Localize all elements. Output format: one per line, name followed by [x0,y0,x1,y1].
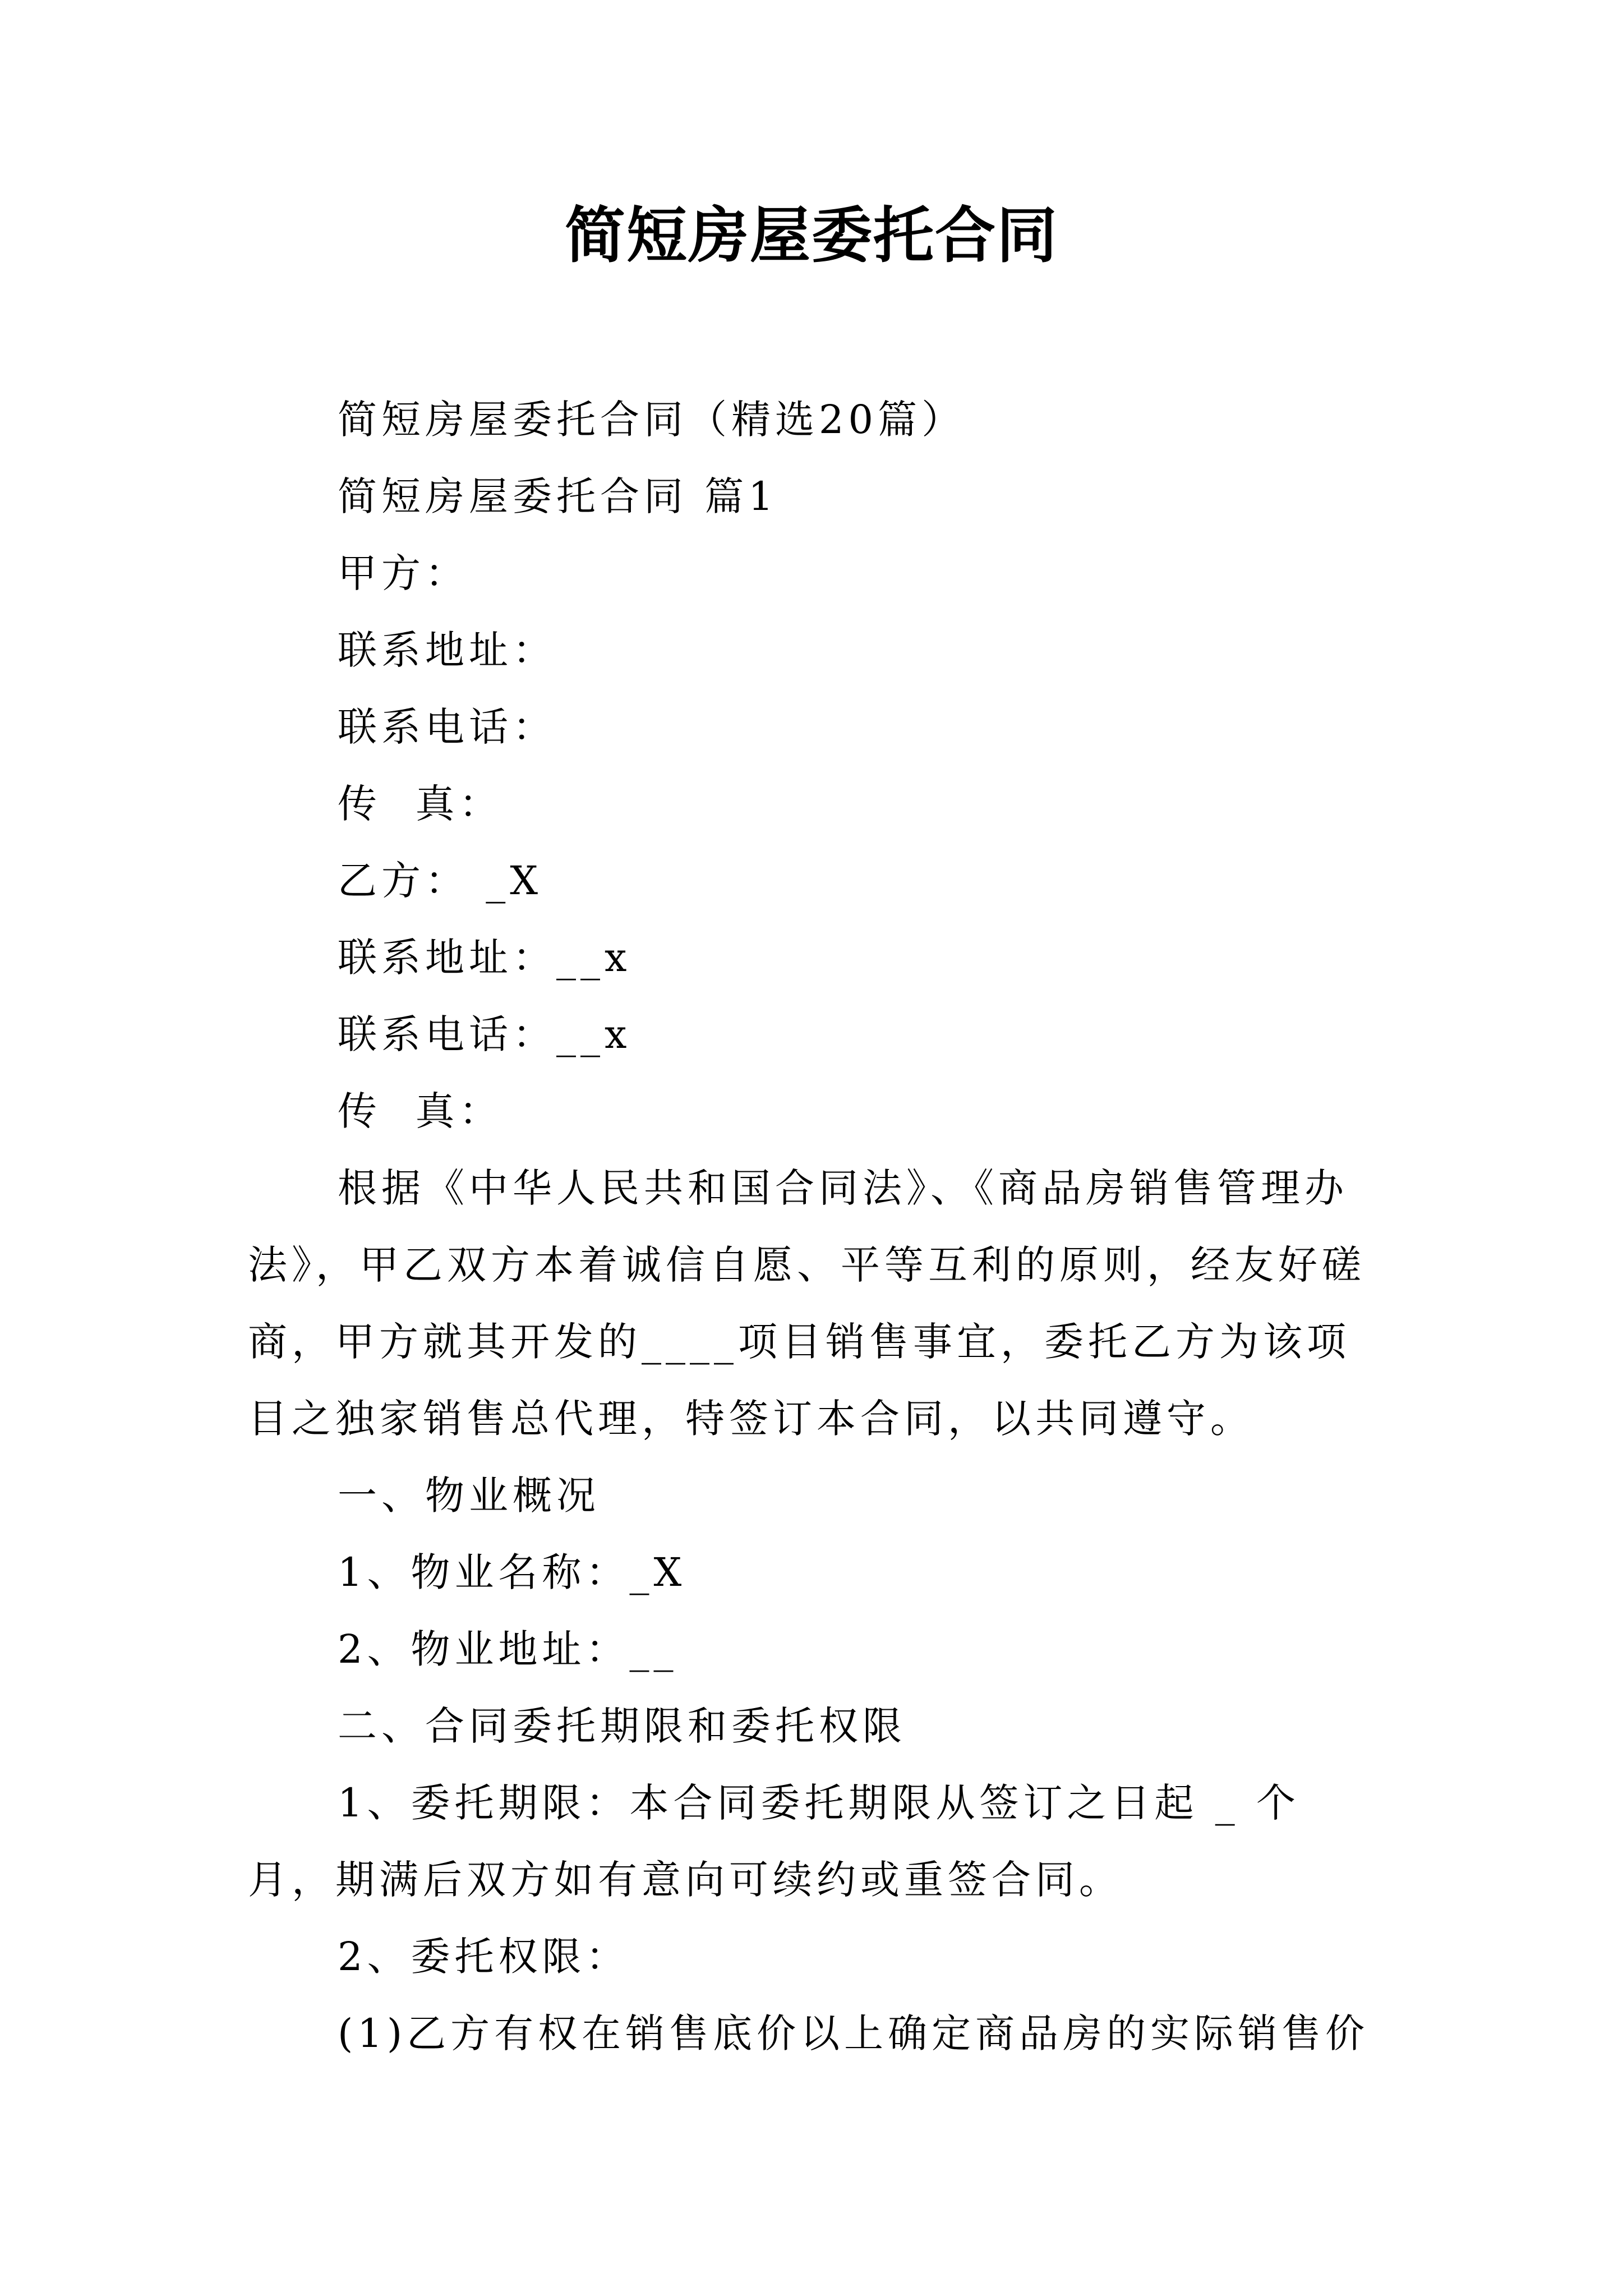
clause-heading-term: 二、合同委托期限和委托权限 [338,1703,906,1749]
preamble-paragraph: 根据《中华人民共和国合同法》、《商品房销售管理办法》，甲乙双方本着诚信自愿、平等互利的原则，经友好磋商，甲方就其开发的____项目销售事宜，委托乙方为该项目之独家销售总代理，特签订本合同，以共同遵守。 [248,1165,1366,1442]
authority-heading: 2、委托权限： [338,1934,630,1980]
party-a-address: 联系地址： [338,627,556,673]
party-b-fax: 传 真： [338,1088,503,1134]
party-b-phone: 联系电话：__x [338,1011,631,1057]
party-b-label: 乙方： _X [338,858,543,904]
section-heading: 简短房屋委托合同 篇1 [338,473,778,519]
party-a-fax: 传 真： [338,781,503,827]
subtitle-line: 简短房屋委托合同（精选20篇） [338,397,966,443]
document-title: 简短房屋委托合同 [564,200,1058,271]
term-paragraph: 1、委托期限：本合同委托期限从签订之日起 _ 个月，期满后双方如有意向可续约或重签合同。 [248,1780,1301,1903]
property-name-line: 1、物业名称：_X [338,1549,686,1595]
document-body [248,381,1386,2072]
party-b-address: 联系地址：__x [338,935,631,981]
clause-heading-property: 一、物业概况 [338,1473,600,1519]
party-a-label: 甲方： [338,550,469,596]
property-address-line: 2、物业地址：__ [338,1626,678,1672]
authority-item-1: (1)乙方有权在销售底价以上确定商品房的实际销售价 [338,2010,1370,2056]
party-a-phone: 联系电话： [338,704,556,750]
